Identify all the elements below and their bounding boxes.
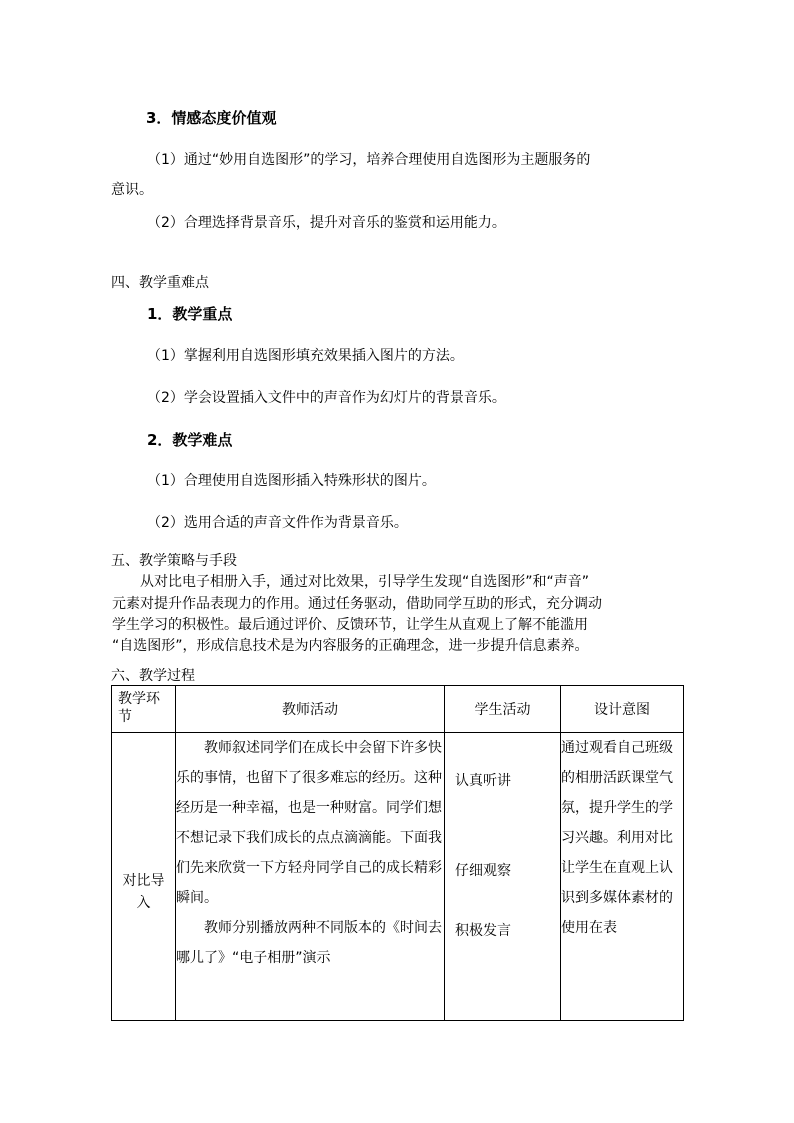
design-intent-cell: 通过观看自己班级的相册活跃课堂气氛，提升学生的学习兴趣。利用对比让学生在直观上认识到多媒体素材的使用在表 — [561, 733, 684, 1021]
key-points-heading: 1．教学重点 — [147, 305, 233, 323]
section5-line: “自选图形”，形成信息技术是为内容服务的正确理念，进一步提升信息素养。 — [112, 638, 589, 654]
section3-item1-line1: （1）通过“妙用自选图形”的学习，培养合理使用自选图形为主题服务的 — [147, 152, 591, 168]
table-header-row — [112, 686, 684, 733]
section5-line: 元素对提升作品表现力的作用。通过任务驱动，借助同学互助的形式，充分调动 — [112, 596, 602, 612]
section4-heading: 四、教学重难点 — [111, 275, 209, 291]
student-activity-item: 仔细观察 — [455, 863, 511, 879]
difficult-point-item: （1）合理使用自选图形插入特殊形状的图片。 — [147, 473, 436, 489]
table-row — [112, 733, 684, 1021]
student-activity-item: 积极发言 — [455, 923, 511, 939]
key-point-item: （2）学会设置插入文件中的声音作为幻灯片的背景音乐。 — [147, 390, 506, 406]
section3-item2: （2）合理选择背景音乐，提升对音乐的鉴赏和运用能力。 — [147, 215, 506, 231]
header-stage: 教学环 节 — [112, 686, 176, 733]
teacher-activity-cell — [176, 733, 445, 1021]
difficult-points-heading: 2．教学难点 — [147, 431, 233, 449]
difficult-point-item: （2）选用合适的声音文件作为背景音乐。 — [147, 515, 408, 531]
section3-heading: 3．情感态度价值观 — [146, 109, 277, 127]
teaching-process-table — [111, 685, 684, 1021]
key-point-item: （1）掌握利用自选图形填充效果插入图片的方法。 — [147, 348, 464, 364]
section5-line: 从对比电子相册入手，通过对比效果，引导学生发现“自选图形”和“声音” — [140, 574, 590, 590]
teacher-paragraph: 教师分别播放两种不同版本的《时间去哪儿了》“电子相册”演示 — [176, 920, 442, 966]
stage-cell: 对比导 入 — [112, 733, 176, 1021]
section3-item1-line2: 意识。 — [111, 182, 153, 198]
student-activity-cell — [445, 733, 561, 1021]
header-design-intent: 设计意图 — [561, 686, 684, 733]
header-student-activity: 学生活动 — [445, 686, 561, 733]
header-teacher-activity: 教师活动 — [176, 686, 445, 733]
student-activity-item: 认真听讲 — [455, 773, 511, 789]
teacher-paragraph: 教师叙述同学们在成长中会留下许多快乐的事情，也留下了很多难忘的经历。这种经历是一种幸福，也是一种财富。同学们想不想记录下我们成长的点点滴滴能。下面我们先来欣赏一下方轻舟同学自己的成长精彩瞬间。 — [176, 740, 442, 906]
section5-heading: 五、教学策略与手段 — [111, 553, 237, 569]
section5-line: 学生学习的积极性。最后通过评价、反馈环节，让学生从直观上了解不能滥用 — [112, 617, 588, 633]
section6-heading: 六、教学过程 — [111, 668, 195, 684]
